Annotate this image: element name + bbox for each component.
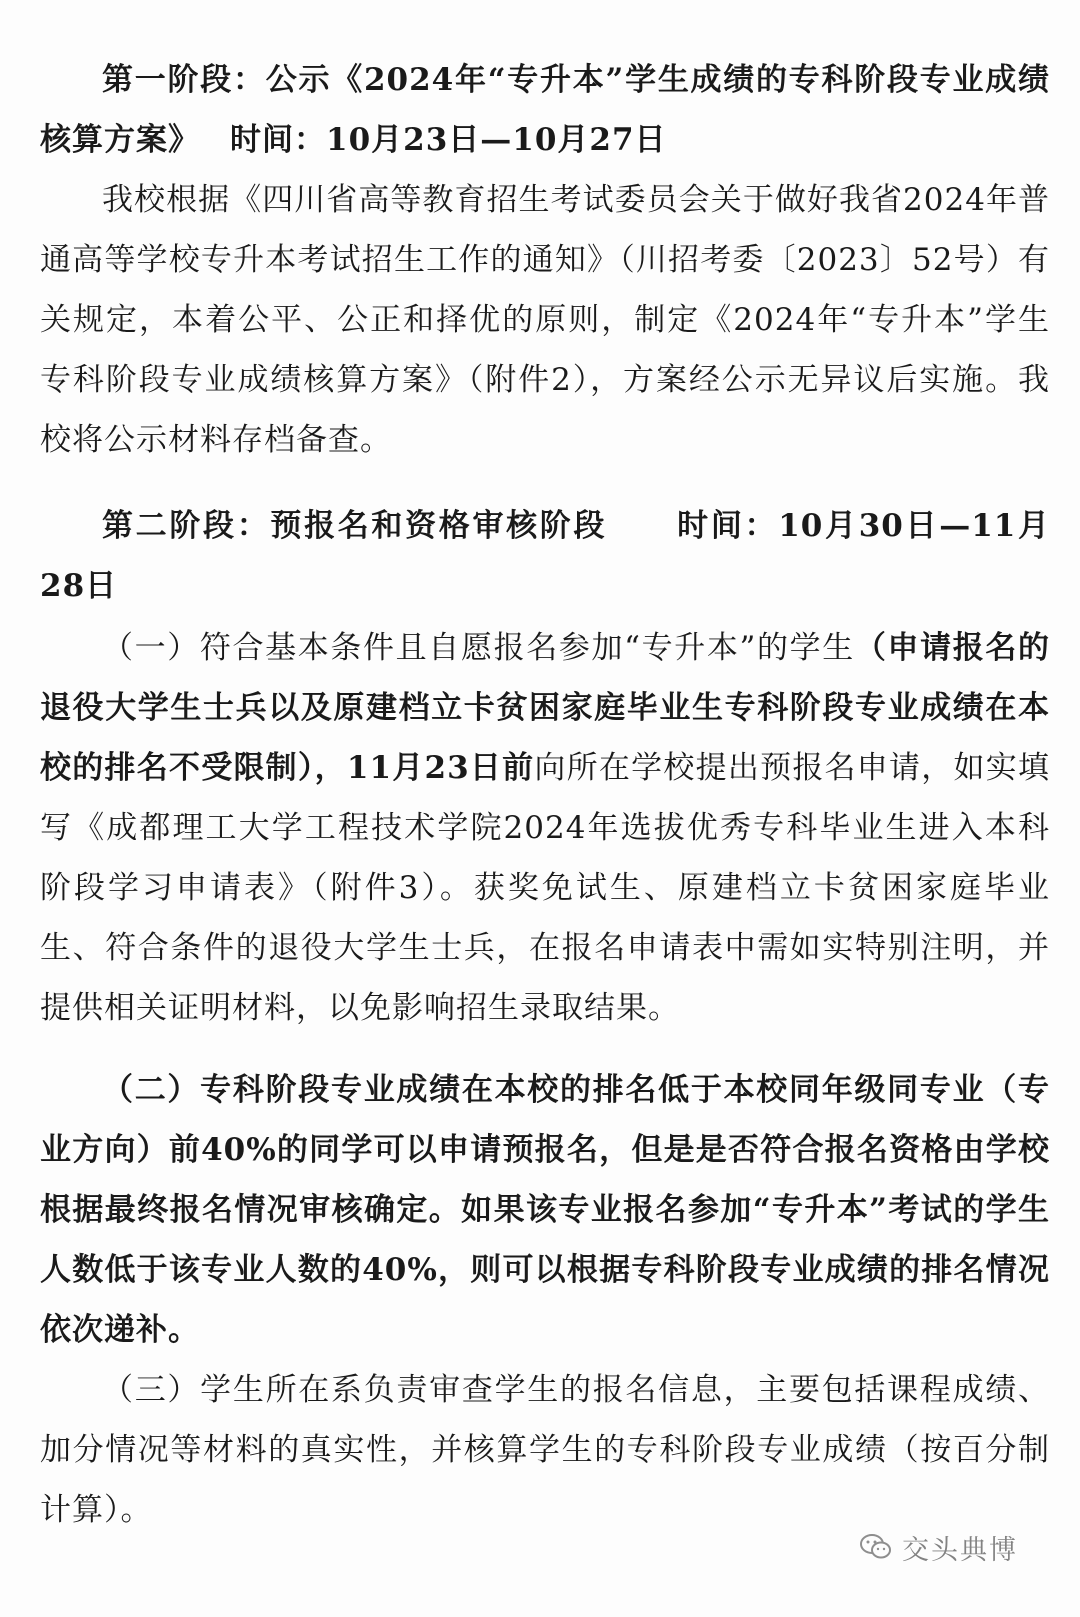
wechat-icon: [858, 1529, 894, 1565]
item1-prefix: （一）符合基本条件且自愿报名参加“专升本”的学生: [102, 630, 855, 666]
stage1-time: 时间：10月23日—10月27日: [230, 122, 667, 158]
stage2-item3: （三）学生所在系负责审查学生的报名信息，主要包括课程成绩、加分情况等材料的真实性，并核算学生的专科阶段专业成绩（按百分制计算）。: [40, 1372, 1050, 1528]
item1-bold: （申请报名的退役大学生士兵以及原建档立卡贫困家庭毕业生专科阶段专业成绩在本校的排名不受限制），11月23日前: [40, 630, 1050, 786]
stage2-item2: （二）专科阶段专业成绩在本校的排名低于本校同年级同专业（专业方向）前40%的同学可以申请预报名，但是是否符合报名资格由学校根据最终报名情况审核确定。如果该专业报名参加“专升本”考试的学生人数低于该专业人数的40%，则可以根据专科阶段专业成绩的排名情况依次递补。: [40, 1072, 1050, 1348]
item1-rest: 向所在学校提出预报名申请，如实填写《成都理工大学工程技术学院2024年选拔优秀专科毕业生进入本科阶段学习申请表》（附件3）。获奖免试生、原建档立卡贫困家庭毕业生、符合条件的退役大学生士兵，在报名申请表中需如实特别注明，并提供相关证明材料，以免影响招生录取结果。: [40, 750, 1050, 1026]
watermark-text: 交头典博: [902, 1534, 1018, 1566]
stage2-title: 第二阶段：预报名和资格审核阶段: [102, 508, 608, 544]
document-content: [40, 50, 1050, 1540]
stage1-body: 我校根据《四川省高等教育招生考试委员会关于做好我省2024年普通高等学校专升本考试招生工作的通知》（川招考委〔2023〕52号）有关规定，本着公平、公正和择优的原则，制定《2024年“专升本”学生专科阶段专业成绩核算方案》（附件2），方案经公示无异议后实施。我校将公示材料存档备查。: [40, 182, 1050, 458]
stage2-heading: [40, 496, 1050, 616]
stage1-heading: [40, 50, 1050, 170]
watermark: [858, 1527, 1018, 1567]
spacer: [40, 470, 1050, 496]
stage2-item1: [40, 618, 1050, 1038]
spacer: [40, 1038, 1050, 1060]
stage1-title: 第一阶段：公示《2024年“专升本”学生成绩的专科阶段专业成绩核算方案》: [40, 62, 1050, 158]
stage2-time: 时间：10月30日—11月28日: [40, 508, 1051, 604]
